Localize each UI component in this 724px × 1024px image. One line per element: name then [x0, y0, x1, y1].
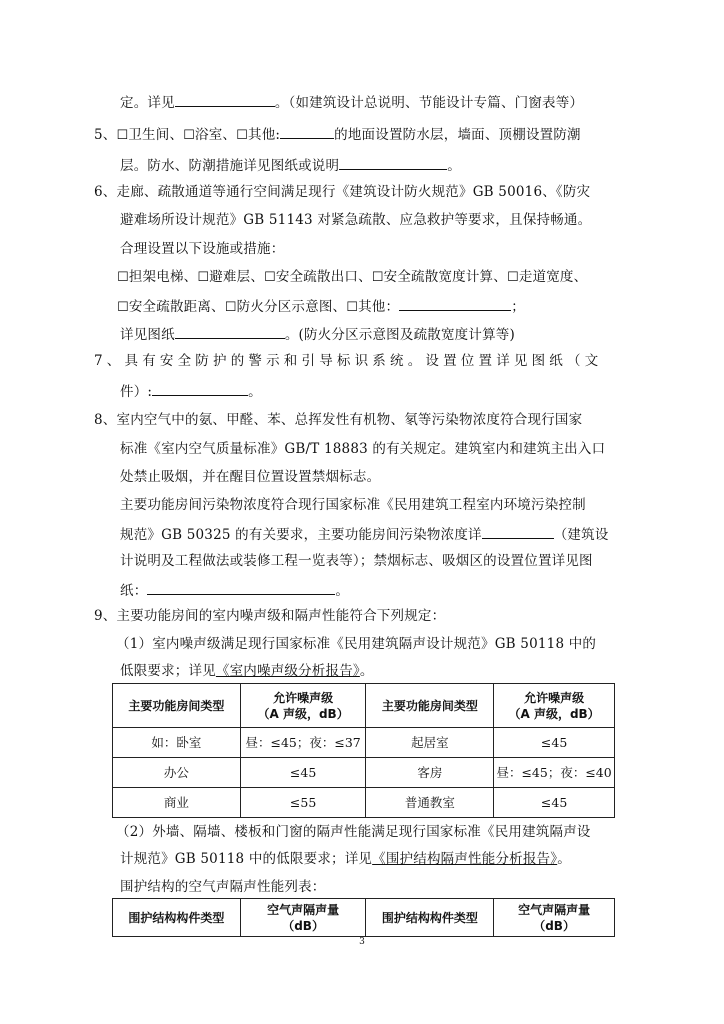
text: 低限要求；详见 — [120, 663, 216, 679]
text: 。 — [359, 663, 374, 679]
table-row — [113, 758, 615, 788]
header-cell: 主要功能房间类型 — [113, 684, 241, 728]
text-line — [120, 580, 349, 600]
text: 9、主要功能房间的室内噪声级和隔声性能符合下列规定： — [94, 608, 446, 624]
header-cell: 围护结构构件类型 — [113, 899, 241, 937]
header-text: 允许噪声级 — [524, 690, 585, 705]
text-line — [120, 878, 326, 896]
text: 。 — [447, 158, 461, 174]
report-link[interactable]: 《室内噪声级分析报告》 — [215, 663, 360, 679]
blank-field[interactable] — [339, 155, 447, 170]
header-text: （A 声级，dB） — [257, 706, 349, 721]
text: ； — [511, 299, 525, 315]
text: 8、室内空气中的氨、甲醛、苯、总挥发性有机物、氡等污染物浓度符合现行国家 — [94, 412, 583, 428]
table-cell: 昼：≤45；夜：≤37 — [240, 728, 366, 758]
header-cell: 主要功能房间类型 — [366, 684, 494, 728]
text-line — [120, 468, 380, 486]
item-number: 5、 — [94, 127, 117, 143]
text: 纸： — [120, 583, 148, 599]
text: 计说明及工程做法或装修工程一览表等）；禁烟标志、吸烟区的设置位置详见图 — [120, 553, 593, 569]
text: 合理设置以下设施或措施： — [120, 241, 285, 257]
text: 层。防水、防潮措施详见图纸或说明 — [120, 158, 340, 174]
text: 避难场所设计规范》GB 51143 对紧急疏散、应急救护等要求，且保持畅通。 — [120, 212, 592, 228]
text: 安全疏散距离、 — [128, 299, 225, 315]
text-line — [94, 124, 581, 145]
text-line — [116, 635, 596, 653]
text-line — [120, 381, 262, 401]
text: 件）: — [120, 384, 153, 400]
checkbox[interactable]: ☐ — [371, 270, 384, 285]
text-line — [94, 183, 590, 201]
text-line — [117, 268, 587, 287]
report-link[interactable]: 《围护结构隔声性能分析报告》 — [372, 851, 558, 867]
text: 防火分区示意图、 — [236, 299, 347, 315]
text-line — [117, 296, 525, 317]
text-line — [120, 211, 591, 229]
text: 。 — [557, 851, 571, 867]
header-cell — [240, 684, 366, 728]
text-line — [94, 352, 602, 370]
table-cell: 商业 — [113, 788, 241, 818]
text: 的地面设置防水层，墙面、顶棚设置防潮 — [334, 127, 581, 143]
table-cell: ≤45 — [240, 758, 366, 788]
text: （2）外墙、隔墙、楼板和门窗的隔声性能满足现行国家标准《民用建筑隔声设 — [116, 824, 591, 840]
checkbox[interactable]: ☐ — [117, 300, 129, 315]
table-cell: 昼：≤45；夜：≤40 — [494, 758, 615, 788]
text: 定。详见 — [120, 95, 175, 111]
header-text: 空气声隔声量 — [267, 902, 340, 917]
table-header-row — [113, 684, 615, 728]
text-line — [116, 823, 591, 841]
header-cell — [240, 899, 366, 937]
text: 计规范》GB 50118 中的低限要求；详见 — [120, 851, 373, 867]
text-line — [120, 662, 374, 680]
table-cell: 如：卧室 — [113, 728, 241, 758]
text-line — [120, 496, 586, 514]
checkbox[interactable]: ☐ — [224, 300, 237, 315]
table-row — [113, 788, 615, 818]
text-line — [120, 240, 284, 258]
checkbox[interactable]: ☐ — [236, 128, 248, 143]
header-text: 空气声隔声量 — [518, 902, 591, 917]
text: 6、走廊、疏散通道等通行空间满足现行《建筑设计防火规范》GB 50016、《防灾 — [94, 184, 591, 200]
text-line — [120, 552, 593, 570]
text-line — [120, 324, 515, 344]
text: 围护结构的空气声隔声性能列表： — [120, 879, 326, 895]
checkbox[interactable]: ☐ — [183, 128, 196, 143]
blank-field[interactable] — [147, 580, 335, 595]
text: 规范》GB 50325 的有关要求，主要功能房间污染物浓度详 — [120, 527, 482, 543]
checkbox[interactable]: ☐ — [117, 270, 129, 285]
table-cell: 普通教室 — [366, 788, 494, 818]
page-number: 3 — [359, 937, 365, 947]
text-line — [120, 524, 609, 544]
text-line — [94, 411, 582, 429]
table-cell: ≤55 — [240, 788, 366, 818]
text: （1）室内噪声级满足现行国家标准《民用建筑隔声设计规范》GB 50118 中的 — [116, 636, 597, 652]
text: 。(防火分区示意图及疏散宽度计算等) — [284, 327, 515, 343]
checkbox[interactable]: ☐ — [197, 270, 210, 285]
table-cell: ≤45 — [494, 788, 615, 818]
text: 。 — [248, 384, 262, 400]
text: （建筑设 — [553, 527, 609, 543]
text: 浴室、 — [195, 127, 237, 143]
header-text: （A 声级，dB） — [508, 706, 600, 721]
text: 详见图纸 — [120, 327, 175, 343]
checkbox[interactable]: ☐ — [346, 300, 359, 315]
text: 安全疏散出口、 — [275, 269, 372, 285]
header-text: （dB） — [533, 918, 575, 933]
table-cell: 起居室 — [366, 728, 494, 758]
text-line — [120, 155, 461, 175]
text: 7、具有安全防护的警示和引导标识系统。设置位置详见图纸（文 — [94, 353, 603, 369]
checkbox[interactable]: ☐ — [264, 270, 276, 285]
text-line — [94, 607, 445, 625]
table-header-row — [113, 899, 615, 937]
table-row — [113, 728, 615, 758]
checkbox[interactable]: ☐ — [506, 270, 519, 285]
text: 安全疏散宽度计算、 — [383, 269, 507, 285]
blank-field[interactable] — [175, 92, 275, 107]
text: 。（如建筑设计总说明、节能设计专篇、门窗表等） — [274, 95, 584, 111]
blank-field[interactable] — [152, 381, 248, 396]
table-cell: ≤45 — [494, 728, 615, 758]
text: 处禁止吸烟，并在醒目位置设置禁烟标志。 — [120, 469, 381, 485]
header-text: （dB） — [282, 918, 324, 933]
blank-field[interactable] — [399, 296, 511, 311]
header-cell — [494, 684, 615, 728]
text-line — [120, 92, 583, 112]
text: 卫生间、 — [128, 127, 184, 143]
blank-field[interactable] — [280, 124, 334, 139]
text: 避难层、 — [209, 269, 265, 285]
text: 标准《室内空气质量标准》GB/T 18883 的有关规定。建筑室内和建筑主出入口 — [120, 441, 606, 457]
header-text: 允许噪声级 — [273, 690, 334, 705]
text-line — [120, 440, 605, 458]
checkbox[interactable]: ☐ — [116, 128, 129, 143]
text: 。 — [335, 583, 350, 599]
header-cell: 围护结构构件类型 — [366, 899, 494, 937]
noise-level-table — [112, 683, 615, 818]
text: 其他： — [358, 299, 400, 315]
text: 走道宽度、 — [518, 269, 588, 285]
text: 其他: — [248, 127, 281, 143]
text: 担架电梯、 — [128, 269, 198, 285]
header-cell — [494, 899, 615, 937]
text-line — [120, 850, 571, 868]
blank-field[interactable] — [482, 524, 554, 539]
table-cell: 办公 — [113, 758, 241, 788]
table-cell: 客房 — [366, 758, 494, 788]
blank-field[interactable] — [175, 324, 285, 339]
text: 主要功能房间污染物浓度符合现行国家标准《民用建筑工程室内环境污染控制 — [120, 497, 586, 513]
insulation-table — [112, 898, 615, 937]
